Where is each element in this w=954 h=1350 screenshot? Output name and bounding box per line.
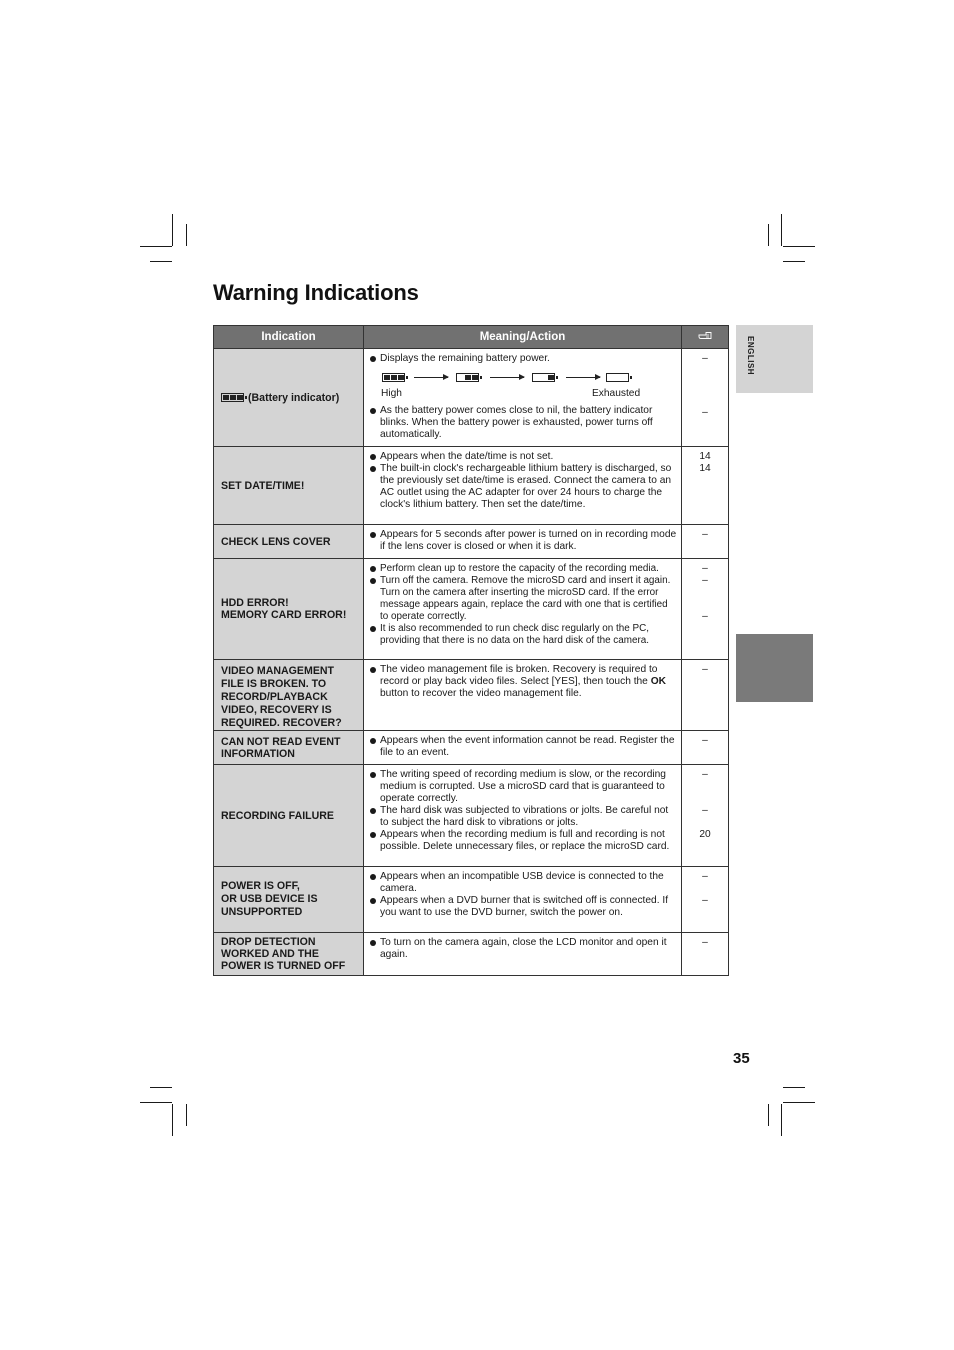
bullet-text: To turn on the camera again, close the LCD monitor and open it again. — [380, 937, 667, 960]
reference-value: – — [702, 664, 708, 675]
meaning-cell — [364, 660, 682, 731]
indication-label: CAN NOT READ EVENT — [221, 735, 341, 748]
bullet-text: Appears when the event information cannot be read. Register the file to an event. — [380, 735, 675, 758]
bullet-item — [370, 805, 678, 829]
battery-two-thirds-icon — [456, 373, 479, 382]
table-row — [214, 559, 729, 660]
table-header-row — [214, 326, 729, 349]
crop-mark — [783, 1102, 815, 1103]
indication-cell — [214, 765, 364, 867]
reference-value: 20 — [699, 829, 711, 840]
indication-label: INFORMATION — [221, 747, 295, 760]
indication-label: DROP DETECTION — [221, 936, 316, 948]
arrow-right-icon — [566, 377, 600, 378]
crop-mark — [150, 1087, 172, 1088]
bullet-text: As the battery power comes close to nil, the battery indicator blinks. When the battery power is exhausted, power turns off automatically. — [380, 405, 653, 440]
table-row — [214, 731, 729, 765]
table-row — [214, 525, 729, 559]
crop-mark — [140, 1102, 172, 1103]
bullet-text: The video management file is broken. Recovery is required to record or play back video files. Select [YES], then touch the — [380, 664, 658, 687]
crop-mark — [781, 1104, 782, 1136]
reference-value: – — [702, 575, 708, 586]
reference-value: – — [702, 805, 708, 816]
bullet-text: The hard disk was subjected to vibrations or jolts. Be careful not to subject the hard disk to vibrations or jolts. — [380, 805, 669, 828]
meaning-cell — [364, 731, 682, 765]
crop-mark — [768, 1104, 769, 1126]
bullet-text: Appears for 5 seconds after power is turned on in recording mode if the lens cover is closed or when it is dark. — [380, 529, 677, 552]
indication-label: REQUIRED. RECOVER? — [221, 717, 342, 729]
indication-cell — [214, 349, 364, 447]
reference-cell — [682, 933, 729, 976]
bullet-item — [370, 829, 678, 853]
indication-cell — [214, 660, 364, 731]
crop-mark — [783, 261, 805, 262]
indication-cell — [214, 867, 364, 933]
meaning-cell — [364, 933, 682, 976]
bullet-item — [370, 563, 678, 575]
indication-label: HDD ERROR! — [221, 597, 289, 609]
bullet-item — [370, 623, 678, 647]
indication-label: WORKED AND THE — [221, 948, 319, 960]
arrow-right-icon — [414, 377, 448, 378]
meaning-cell — [364, 447, 682, 525]
reference-value: – — [702, 769, 708, 780]
bullet-text: Appears when a DVD burner that is switched off is connected. If you want to use the DVD burner, switch the power on. — [380, 895, 669, 918]
battery-full-icon — [221, 393, 244, 402]
indication-label: RECORDING FAILURE — [221, 809, 335, 822]
bullet-text: Appears when the recording medium is full and recording is not possible. Delete unnecessary files, or replace the microSD card. — [380, 829, 670, 852]
bullet-item — [370, 575, 678, 623]
indication-label: UNSUPPORTED — [221, 906, 303, 918]
table-row — [214, 447, 729, 525]
ok-button-label: OK — [650, 676, 666, 687]
battery-full-icon — [382, 373, 405, 382]
indication-cell — [214, 933, 364, 976]
indication-cell — [214, 447, 364, 525]
reference-value: – — [702, 407, 708, 418]
battery-level-diagram — [370, 369, 678, 403]
reference-value: – — [702, 353, 708, 364]
indication-label: POWER IS OFF, — [221, 880, 300, 892]
indication-cell — [214, 559, 364, 660]
warning-table — [213, 325, 729, 976]
indication-label: MEMORY CARD ERROR! — [221, 609, 347, 621]
bullet-item — [370, 871, 678, 895]
meaning-cell — [364, 525, 682, 559]
reference-value: – — [702, 611, 708, 622]
reference-value: – — [702, 735, 708, 746]
reference-value: – — [702, 937, 708, 948]
battery-high-label: High — [381, 388, 402, 399]
page-title: Warning Indications — [213, 280, 419, 305]
indication-label: SET DATE/TIME! — [221, 479, 305, 492]
reference-cell — [682, 525, 729, 559]
page-number: 35 — [733, 1050, 750, 1067]
crop-mark — [783, 1087, 805, 1088]
bullet-text: Displays the remaining battery power. — [380, 353, 550, 364]
meaning-cell — [364, 349, 682, 447]
bullet-text: button to recover the video management file. — [380, 688, 582, 699]
bullet-item — [370, 463, 678, 511]
meaning-cell — [364, 765, 682, 867]
crop-mark — [140, 246, 172, 247]
bullet-text: Appears when an incompatible USB device is connected to the camera. — [380, 871, 664, 894]
bullet-item — [370, 664, 678, 700]
bullet-text: It is also recommended to run check disc regularly on the PC, providing that there is no data on the hard disk of the camera. — [380, 623, 649, 646]
indication-cell — [214, 731, 364, 765]
crop-mark — [172, 214, 173, 246]
indication-label: VIDEO MANAGEMENT — [221, 665, 335, 677]
bullet-item — [370, 735, 678, 759]
reference-value: – — [702, 529, 708, 540]
bullet-text: The built-in clock's rechargeable lithium battery is discharged, so the previously set date/time is erased. Connect the camera to an AC outlet using the AC adapter for over 24 hours to charge the clock's lithium battery. Then set the date/time. — [380, 463, 672, 510]
reference-cell — [682, 731, 729, 765]
reference-value: – — [702, 563, 708, 574]
reference-cell — [682, 765, 729, 867]
indication-label: FILE IS BROKEN. TO — [221, 678, 327, 690]
reference-value: 14 — [699, 451, 711, 462]
reference-page-icon — [698, 331, 712, 343]
table-row — [214, 349, 729, 447]
battery-empty-icon — [606, 373, 629, 382]
indication-label: RECORD/PLAYBACK — [221, 691, 328, 703]
battery-exhausted-label: Exhausted — [592, 388, 641, 399]
bullet-text: The writing speed of recording medium is slow, or the recording medium is corrupted. Use a microSD card that is guaranteed to operate correctly. — [380, 769, 666, 804]
reference-value: – — [702, 895, 708, 906]
reference-cell — [682, 867, 729, 933]
reference-cell — [682, 447, 729, 525]
crop-mark — [150, 261, 172, 262]
bullet-item — [370, 529, 678, 553]
indication-label: OR USB DEVICE IS — [221, 893, 318, 905]
crop-mark — [186, 224, 187, 246]
bullet-text: Perform clean up to restore the capacity of the recording media. — [380, 563, 659, 574]
table-row — [214, 867, 729, 933]
meaning-cell — [364, 867, 682, 933]
indication-label: VIDEO, RECOVERY IS — [221, 704, 332, 716]
indication-cell — [214, 525, 364, 559]
indication-label: CHECK LENS COVER — [221, 535, 331, 548]
table-row — [214, 660, 729, 731]
bullet-item — [370, 451, 678, 463]
bullet-item — [370, 895, 678, 919]
arrow-right-icon — [490, 377, 524, 378]
battery-one-third-icon — [532, 373, 555, 382]
crop-mark — [783, 246, 815, 247]
reference-cell — [682, 559, 729, 660]
crop-mark — [186, 1104, 187, 1126]
table-row — [214, 765, 729, 867]
section-tab — [736, 634, 813, 702]
header-meaning: Meaning/Action — [364, 326, 682, 349]
bullet-text: Turn off the camera. Remove the microSD card and insert it again. Turn on the camera after inserting the microSD card. If the error message appears again, replace the card with one that is certified to operate correctly. — [380, 575, 671, 622]
language-tab-label: ENGLISH — [746, 336, 755, 376]
crop-mark — [768, 224, 769, 246]
header-reference — [682, 326, 729, 349]
bullet-item — [370, 405, 678, 441]
table-row — [214, 933, 729, 976]
reference-value: 14 — [699, 463, 711, 474]
meaning-cell — [364, 559, 682, 660]
crop-mark — [781, 214, 782, 246]
reference-value: – — [702, 871, 708, 882]
reference-cell — [682, 660, 729, 731]
indication-label: POWER IS TURNED OFF — [221, 960, 346, 972]
crop-mark — [172, 1104, 173, 1136]
reference-cell — [682, 349, 729, 447]
bullet-text: Appears when the date/time is not set. — [380, 451, 554, 462]
indication-label: (Battery indicator) — [248, 391, 340, 404]
header-indication: Indication — [214, 326, 364, 349]
bullet-item — [370, 769, 678, 805]
bullet-item — [370, 937, 678, 961]
bullet-item — [370, 353, 678, 365]
